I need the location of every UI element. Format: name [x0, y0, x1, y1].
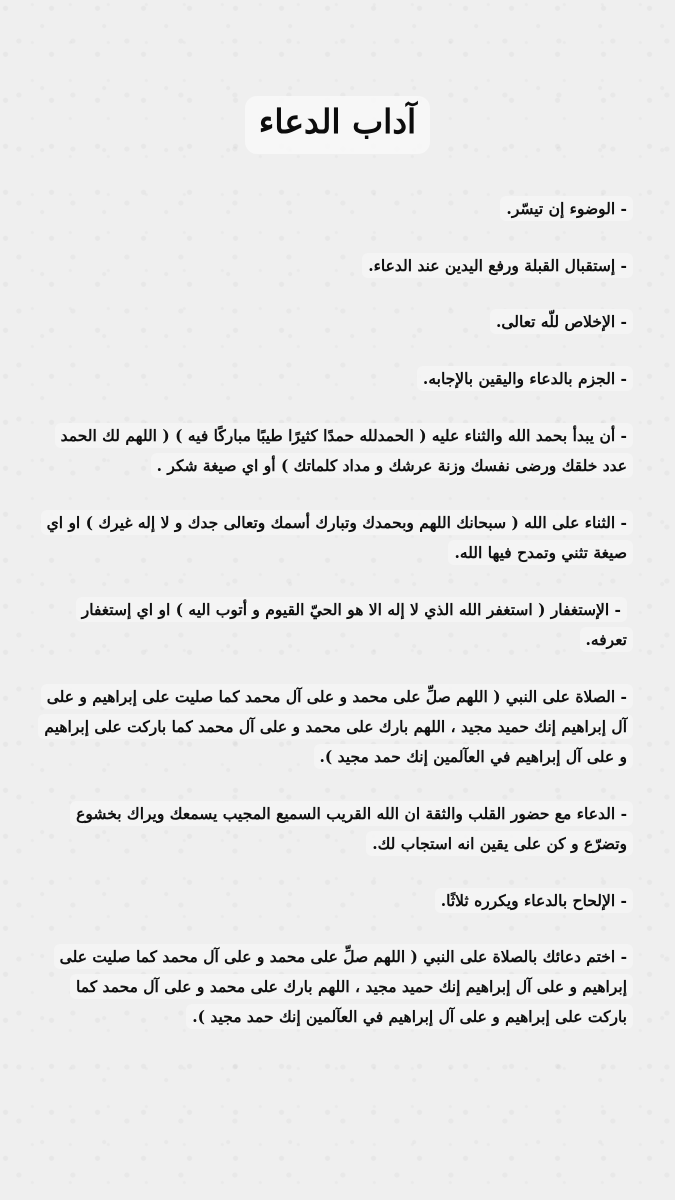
list-item — [36, 364, 633, 394]
item-text: - الثناء على الله ( سبحانك اللهم وبحمدك وتبارك أسمك وتعالى جدك و لا إله غيرك ) او اي صيغة تثني وتمدح فيها الله. — [41, 510, 633, 565]
item-text: - الوضوء إن تيسّر. — [500, 196, 633, 221]
item-text: - الدعاء مع حضور القلب والثقة ان الله القريب السميع المجيب يسمعك ويراك بخشوع وتضرّع و كن على يقين انه استجاب لك. — [70, 801, 633, 856]
list-item — [36, 886, 633, 916]
list-item — [36, 508, 633, 568]
list-item — [36, 421, 633, 481]
item-text: - الإلحاح بالدعاء ويكرره ثلاثًا. — [435, 888, 633, 913]
list-item — [36, 194, 633, 224]
list-item — [36, 682, 633, 772]
list-item — [36, 595, 633, 655]
item-text: - اختم دعائك بالصلاة على النبي ( اللهم صلِّ على محمد و على آل محمد كما صليت على إبراهيم و على آل إبراهيم إنك حميد مجيد ، اللهم بارك على محمد و على آل محمد كما باركت على إبراهيم و على آل إبراهيم في العآلمين إنك حمد مجيد ). — [54, 944, 633, 1029]
item-text: - إستقبال القبلة ورفع اليدين عند الدعاء. — [362, 253, 633, 278]
item-text: - الإستغفار ( استغفر الله الذي لا إله الا هو الحيّ القيوم و أتوب اليه ) او اي إستغفار تعرفه. — [76, 597, 633, 652]
list-item — [36, 251, 633, 281]
list-item — [36, 307, 633, 337]
etiquette-list — [36, 194, 633, 1032]
item-text: - الإخلاص للّه تعالى. — [490, 309, 633, 334]
item-text: - الصلاة على النبي ( اللهم صلِّ على محمد و على آل محمد كما صليت على إبراهيم و على آل إبراهيم إنك حميد مجيد ، اللهم بارك على محمد و على آل محمد كما باركت على إبراهيم و على آل إبراهيم في العآلمين إنك حمد مجيد ). — [38, 684, 633, 769]
item-text: - الجزم بالدعاء واليقين بالإجابه. — [417, 366, 633, 391]
list-item — [36, 799, 633, 859]
title-container — [0, 96, 675, 154]
item-text: - أن يبدأ بحمد الله والثناء عليه ( الحمدلله حمدًا كثيرًا طيبًا مباركًا فيه ) ( اللهم لك الحمد عدد خلقك ورضى نفسك وزنة عرشك و مداد كلماتك ) أو اي صيغة شكر . — [55, 423, 633, 478]
page-title: آداب الدعاء — [245, 96, 430, 154]
list-item — [36, 942, 633, 1032]
